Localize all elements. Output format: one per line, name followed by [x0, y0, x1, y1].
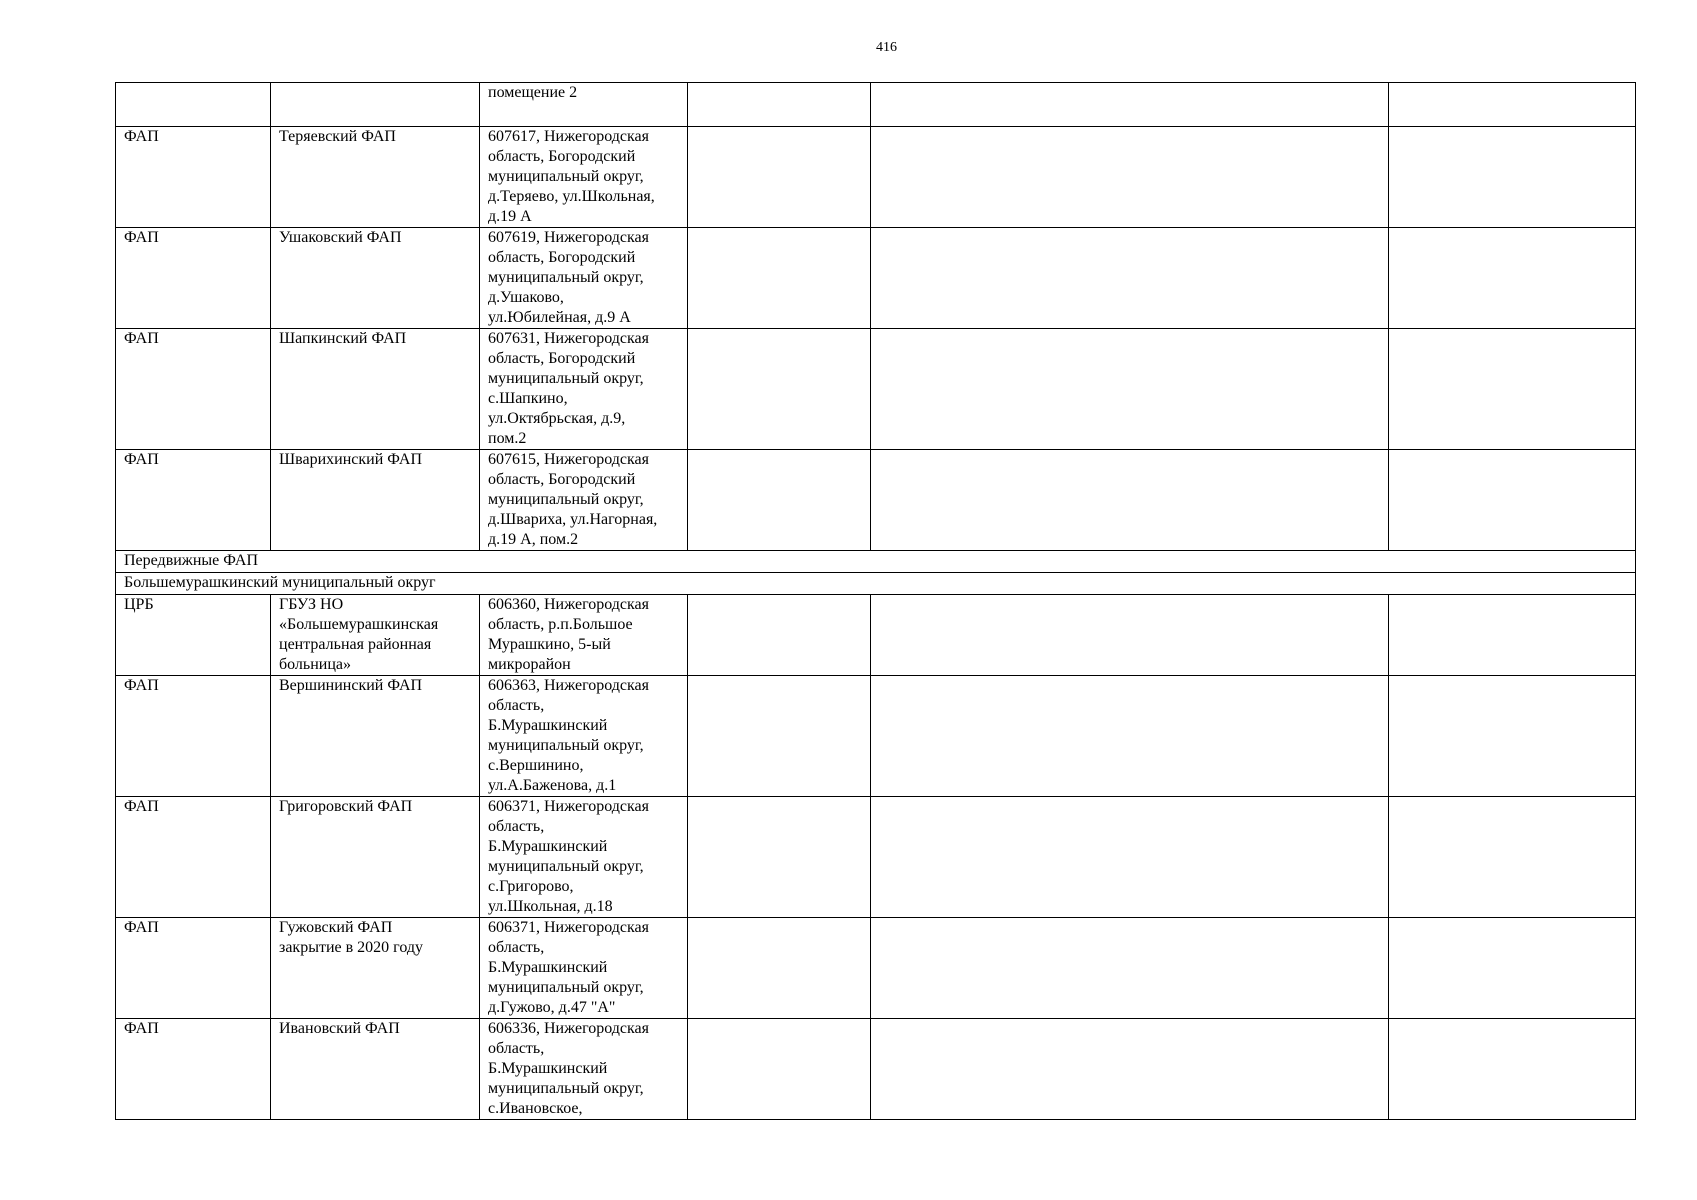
empty-cell	[688, 450, 871, 551]
empty-cell	[688, 595, 871, 676]
address-line: 607615, Нижегородская	[488, 451, 649, 468]
empty-cell	[1389, 228, 1636, 329]
address-line: 606336, Нижегородская	[488, 1020, 649, 1037]
facility-name-cell	[271, 329, 480, 450]
section-row	[116, 551, 1636, 573]
address-line: область,	[488, 697, 545, 714]
empty-cell	[871, 450, 1389, 551]
page-number: 416	[876, 40, 897, 55]
address-cell	[480, 83, 688, 127]
empty-cell	[1389, 83, 1636, 127]
facility-name-line: Шварихинский ФАП	[279, 451, 423, 468]
address-line: муниципальный округ,	[488, 168, 644, 185]
empty-cell	[1389, 450, 1636, 551]
address-line: область, р.п.Большое	[488, 616, 633, 633]
facility-name-line: ГБУЗ НО	[279, 596, 344, 613]
empty-cell	[1389, 329, 1636, 450]
facility-name-cell	[271, 676, 480, 797]
address-line: муниципальный округ,	[488, 370, 644, 387]
section-heading: Большемурашкинский муниципальный округ	[116, 573, 1636, 595]
empty-cell	[688, 228, 871, 329]
empty-cell	[871, 595, 1389, 676]
facility-name-cell	[271, 127, 480, 228]
empty-cell	[871, 329, 1389, 450]
address-cell	[480, 1019, 688, 1120]
table-row	[116, 329, 1636, 450]
table-row	[116, 1019, 1636, 1120]
address-line: муниципальный округ,	[488, 737, 644, 754]
facility-name-cell	[271, 797, 480, 918]
facility-type-cell	[116, 83, 271, 127]
empty-cell	[871, 83, 1389, 127]
address-cell	[480, 595, 688, 676]
address-cell	[480, 797, 688, 918]
address-line: микрорайон	[488, 656, 571, 673]
address-line: область,	[488, 818, 545, 835]
address-line: Мурашкино, 5-ый	[488, 636, 611, 653]
empty-cell	[688, 83, 871, 127]
empty-cell	[688, 918, 871, 1019]
address-line: д.Ушаково,	[488, 289, 564, 306]
facility-type-cell: ФАП	[116, 228, 271, 329]
address-cell	[480, 127, 688, 228]
address-line: 606371, Нижегородская	[488, 798, 649, 815]
address-line: 606371, Нижегородская	[488, 919, 649, 936]
table-row	[116, 595, 1636, 676]
facility-name-cell	[271, 918, 480, 1019]
facility-name-line: Теряевский ФАП	[279, 128, 396, 145]
empty-cell	[871, 918, 1389, 1019]
address-line: д.Швариха, ул.Нагорная,	[488, 511, 658, 528]
address-line: муниципальный округ,	[488, 1080, 644, 1097]
address-line: с.Ивановское,	[488, 1100, 583, 1117]
empty-cell	[871, 676, 1389, 797]
facility-type-cell: ФАП	[116, 329, 271, 450]
address-line: Б.Мурашкинский	[488, 717, 608, 734]
address-line: область,	[488, 1040, 545, 1057]
facility-type-cell: ФАП	[116, 797, 271, 918]
address-line: с.Григорово,	[488, 878, 574, 895]
table-row	[116, 228, 1636, 329]
facility-name-line: центральная районная	[279, 636, 432, 653]
address-line: Б.Мурашкинский	[488, 838, 608, 855]
empty-cell	[688, 329, 871, 450]
facility-name-line: Ушаковский ФАП	[279, 229, 402, 246]
address-line: область, Богородский	[488, 350, 636, 367]
facility-name-line: Шапкинский ФАП	[279, 330, 407, 347]
section-heading: Передвижные ФАП	[116, 551, 1636, 573]
address-line: Б.Мурашкинский	[488, 959, 608, 976]
table-row	[116, 127, 1636, 228]
address-line: Б.Мурашкинский	[488, 1060, 608, 1077]
address-line: с.Вершинино,	[488, 757, 584, 774]
address-line: область, Богородский	[488, 471, 636, 488]
facility-type-cell: ФАП	[116, 918, 271, 1019]
table-row	[116, 450, 1636, 551]
address-line: муниципальный округ,	[488, 269, 644, 286]
address-line: д.Теряево, ул.Школьная,	[488, 188, 655, 205]
address-cell	[480, 918, 688, 1019]
empty-cell	[688, 127, 871, 228]
empty-cell	[871, 797, 1389, 918]
empty-cell	[688, 797, 871, 918]
empty-cell	[871, 127, 1389, 228]
address-line: 606360, Нижегородская	[488, 596, 649, 613]
address-line: 607619, Нижегородская	[488, 229, 649, 246]
facility-name-cell	[271, 1019, 480, 1120]
address-line: ул.А.Баженова, д.1	[488, 777, 617, 794]
table-row	[116, 918, 1636, 1019]
address-line: область,	[488, 939, 545, 956]
address-line: ул.Юбилейная, д.9 А	[488, 309, 631, 326]
section-row	[116, 573, 1636, 595]
empty-cell	[1389, 127, 1636, 228]
empty-cell	[1389, 918, 1636, 1019]
address-line: ул.Школьная, д.18	[488, 898, 613, 915]
address-line: муниципальный округ,	[488, 979, 644, 996]
address-line: с.Шапкино,	[488, 390, 568, 407]
address-line: д.Гужово, д.47 "А"	[488, 999, 616, 1016]
facility-name-line: больница»	[279, 656, 351, 673]
empty-cell	[1389, 595, 1636, 676]
facility-name-cell	[271, 228, 480, 329]
facility-name-line: Гужовский ФАП	[279, 919, 393, 936]
address-cell	[480, 450, 688, 551]
empty-cell	[1389, 676, 1636, 797]
address-line: д.19 А, пом.2	[488, 531, 579, 548]
facility-name-line: Ивановский ФАП	[279, 1020, 400, 1037]
address-cell	[480, 329, 688, 450]
empty-cell	[1389, 1019, 1636, 1120]
address-line: 607617, Нижегородская	[488, 128, 649, 145]
table-row	[116, 797, 1636, 918]
facility-name-line: Вершининский ФАП	[279, 677, 423, 694]
facility-name-cell	[271, 450, 480, 551]
address-cell	[480, 228, 688, 329]
address-line: д.19 А	[488, 208, 532, 225]
facility-type-cell: ФАП	[116, 450, 271, 551]
facilities-table	[115, 82, 1636, 1120]
empty-cell	[871, 1019, 1389, 1120]
empty-cell	[688, 676, 871, 797]
address-line: область, Богородский	[488, 249, 636, 266]
address-cell	[480, 676, 688, 797]
table-row	[116, 83, 1636, 127]
address-line: ул.Октябрьская, д.9,	[488, 410, 626, 427]
empty-cell	[1389, 797, 1636, 918]
empty-cell	[688, 1019, 871, 1120]
address-line: 606363, Нижегородская	[488, 677, 649, 694]
facility-type-cell: ФАП	[116, 676, 271, 797]
facility-type-cell: ФАП	[116, 127, 271, 228]
address-line: пом.2	[488, 430, 527, 447]
facility-name-line: закрытие в 2020 году	[279, 939, 423, 956]
table-row	[116, 676, 1636, 797]
address-line: 607631, Нижегородская	[488, 330, 649, 347]
address-line: область, Богородский	[488, 148, 636, 165]
facility-type-cell: ФАП	[116, 1019, 271, 1120]
facility-name-cell	[271, 595, 480, 676]
facility-name-cell	[271, 83, 480, 127]
facility-name-line: Григоровский ФАП	[279, 798, 413, 815]
facility-type-cell: ЦРБ	[116, 595, 271, 676]
address-line: муниципальный округ,	[488, 491, 644, 508]
address-line: помещение 2	[488, 84, 578, 101]
empty-cell	[871, 228, 1389, 329]
facility-name-line: «Большемурашкинская	[279, 616, 439, 633]
address-line: муниципальный округ,	[488, 858, 644, 875]
